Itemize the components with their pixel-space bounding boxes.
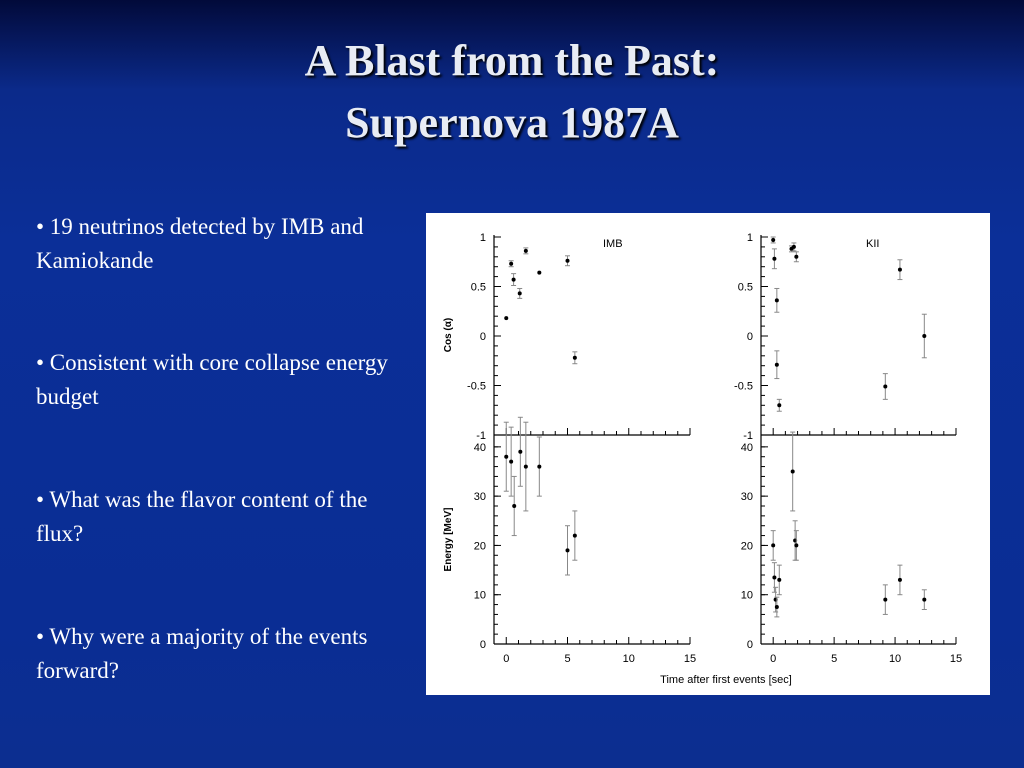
data-point	[777, 403, 781, 407]
data-point	[524, 249, 528, 253]
bullet-item: • Consistent with core collapse energy budget	[36, 350, 388, 409]
data-point	[509, 262, 513, 266]
data-point	[504, 316, 508, 320]
data-point	[566, 548, 570, 552]
y-tick-label: 20	[740, 540, 753, 553]
data-point	[883, 384, 887, 388]
y-tick-label: 10	[740, 589, 753, 602]
y-tick-label: 0	[479, 639, 486, 651]
y-tick-label: 30	[740, 491, 753, 504]
data-point	[518, 291, 522, 295]
data-point	[792, 245, 796, 249]
slide-title	[0, 30, 1024, 154]
x-tick-label: 5	[831, 653, 838, 665]
data-point	[791, 470, 795, 474]
data-point	[777, 578, 781, 582]
y-tick-label: 0	[479, 331, 486, 343]
data-point	[898, 268, 902, 272]
data-point	[775, 298, 779, 302]
data-point	[566, 259, 570, 263]
x-tick-label: 5	[564, 653, 571, 665]
y-axis-label: Cos (α)	[443, 317, 454, 353]
y-tick-label: -0.5	[734, 380, 753, 393]
y-tick-label: 20	[473, 540, 486, 553]
bullet-item: • Why were a majority of the events forward?	[36, 624, 368, 683]
data-point	[922, 334, 926, 338]
data-point	[794, 255, 798, 259]
bullet-item: • What was the flavor content of the flux?	[36, 487, 368, 546]
data-point	[771, 543, 775, 547]
y-tick-label: 30	[473, 491, 486, 504]
data-point	[794, 543, 798, 547]
x-tick-label: 10	[888, 653, 902, 665]
data-point	[537, 465, 541, 469]
title-line-1: A Blast from the Past:	[304, 36, 720, 85]
y-tick-label: -0.5	[467, 380, 486, 393]
y-tick-label: 1	[479, 232, 486, 244]
data-point	[772, 575, 776, 579]
data-point	[922, 598, 926, 602]
data-point	[775, 605, 779, 609]
data-point	[537, 271, 541, 275]
neutrino-chart	[426, 213, 990, 695]
x-tick-label: 15	[949, 653, 963, 665]
data-point	[573, 534, 577, 538]
panel-title: IMB	[603, 238, 623, 250]
y-tick-label: 1	[746, 232, 753, 244]
x-tick-label: 0	[503, 653, 510, 665]
y-tick-label: 0	[746, 331, 753, 343]
x-axis-label: Time after first events [sec]	[660, 674, 792, 686]
x-tick-label: 10	[622, 653, 635, 665]
data-point	[771, 238, 775, 242]
data-point	[504, 455, 508, 459]
data-point	[573, 356, 577, 360]
data-point	[883, 598, 887, 602]
x-tick-label: 0	[770, 653, 777, 665]
data-point	[512, 504, 516, 508]
title-line-2: Supernova 1987A	[345, 98, 679, 147]
x-tick-label: 15	[683, 653, 697, 665]
y-tick-label: 0.5	[470, 281, 486, 294]
data-point	[772, 257, 776, 261]
data-point	[898, 578, 902, 582]
y-tick-label: 0	[746, 639, 753, 651]
y-tick-label: 0.5	[737, 281, 753, 294]
y-tick-label: 40	[740, 441, 753, 454]
bullet-item: • 19 neutrinos detected by IMB and Kamiokande	[36, 214, 364, 273]
data-point	[509, 460, 513, 464]
data-point	[524, 465, 528, 469]
y-tick-label: 40	[473, 441, 486, 454]
y-tick-label: 10	[473, 589, 486, 602]
y-tick-label: -1	[743, 430, 753, 442]
panel-title: KII	[866, 238, 880, 250]
data-point	[512, 278, 516, 282]
y-tick-label: -1	[476, 430, 486, 442]
data-point	[775, 363, 779, 367]
data-point	[518, 450, 522, 454]
y-axis-label: Energy [MeV]	[443, 507, 454, 572]
neutrino-figure	[426, 213, 990, 695]
